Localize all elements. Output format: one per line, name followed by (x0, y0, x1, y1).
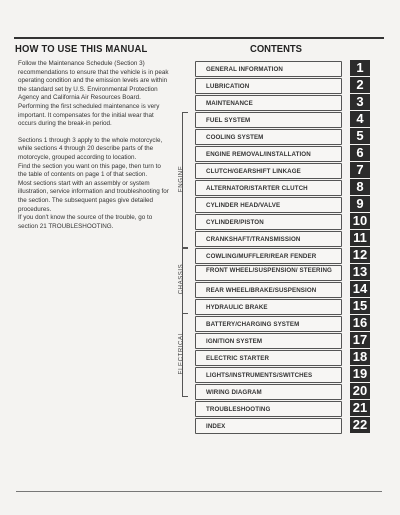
toc-entry-box[interactable] (195, 401, 342, 417)
toc-entry-box[interactable] (195, 316, 342, 332)
toc-entry[interactable] (190, 265, 374, 282)
section-number-tab[interactable]: 8 (350, 179, 370, 195)
toc-entry-box[interactable] (195, 384, 342, 400)
section-number-tab[interactable]: 21 (350, 400, 370, 416)
section-number-tab[interactable]: 2 (350, 77, 370, 93)
section-number-tab[interactable]: 15 (350, 298, 370, 314)
toc-entry[interactable] (190, 418, 374, 435)
toc-entry-box[interactable] (195, 299, 342, 315)
toc-entry[interactable] (190, 282, 374, 299)
toc-entry-box[interactable] (195, 214, 342, 230)
toc-entry-box[interactable] (195, 163, 342, 179)
intro-paragraph-2: Sections 1 through 3 apply to the whole motorcycle, while sections 4 through 20 describe parts of the motorcycle, grouped according to location. Find the section you want on this page, then turn to the table of contents on page 1 of that section. Most sections start with an assembly or system illustration, service information and troubleshooting for the section. The subsequent pages give detailed procedures. If you don't know the source of the trouble, go to section 21 TROUBLESHOOTING. (18, 136, 169, 230)
toc-entry-label: COWLING/MUFFLER/REAR FENDER (206, 253, 317, 260)
section-number-tab[interactable]: 18 (350, 349, 370, 365)
toc-entry[interactable] (190, 78, 374, 95)
section-number-tab[interactable]: 12 (350, 247, 370, 263)
toc-entry[interactable] (190, 316, 374, 333)
toc-entry-label: INDEX (206, 423, 226, 430)
toc-entry[interactable] (190, 350, 374, 367)
section-number-tab[interactable]: 6 (350, 145, 370, 161)
toc-entry-label: ELECTRIC STARTER (206, 355, 270, 362)
section-number-tab[interactable]: 9 (350, 196, 370, 212)
toc-entry-box[interactable] (195, 129, 342, 145)
section-number-tab[interactable]: 22 (350, 417, 370, 433)
intro-paragraph-1: Follow the Maintenance Schedule (Section 3) recommendations to ensure that the vehicle is in peak operating condition and the emission levels are within the standard set by U.S. Environmental Protection Agency and California Air Resources Board. Performing the first scheduled maintenance is very important. It compensates for the initial wear that occurs during the break-in period. (18, 60, 169, 128)
toc-entry-box[interactable] (195, 350, 342, 366)
toc-entry[interactable] (190, 333, 374, 350)
toc-entry-box[interactable] (195, 282, 342, 298)
toc-entry[interactable] (190, 248, 374, 265)
toc-entry-box[interactable] (195, 61, 342, 77)
toc-entry-label: CYLINDER HEAD/VALVE (206, 202, 281, 209)
toc-entry-box[interactable] (195, 95, 342, 111)
section-number-tab[interactable]: 11 (350, 230, 370, 246)
section-number-tab[interactable]: 20 (350, 383, 370, 399)
section-heading: HOW TO USE THIS MANUAL (15, 43, 148, 55)
toc-entry[interactable] (190, 299, 374, 316)
toc-entry-box[interactable] (195, 180, 342, 196)
electrical-group-label: ELECTRICAL (178, 331, 185, 375)
section-number-tab[interactable]: 16 (350, 315, 370, 331)
section-number-tab[interactable]: 7 (350, 162, 370, 178)
engine-group-label: ENGINE (178, 165, 185, 193)
toc-entry[interactable] (190, 61, 374, 78)
toc-entry[interactable] (190, 95, 374, 112)
toc-entry-label: COOLING SYSTEM (206, 134, 264, 141)
toc-entry[interactable] (190, 146, 374, 163)
table-of-contents (190, 61, 374, 435)
toc-entry-label: FUEL SYSTEM (206, 117, 251, 124)
section-number-tab[interactable]: 5 (350, 128, 370, 144)
toc-entry-box[interactable] (195, 265, 342, 281)
toc-entry-label: FRONT WHEEL/SUSPENSION/ STEERING (206, 267, 332, 274)
section-number-tab[interactable]: 14 (350, 281, 370, 297)
toc-entry[interactable] (190, 112, 374, 129)
toc-entry-box[interactable] (195, 146, 342, 162)
toc-entry-label: HYDRAULIC BRAKE (206, 304, 268, 311)
toc-entry[interactable] (190, 197, 374, 214)
toc-entry-label: LUBRICATION (206, 83, 250, 90)
toc-entry[interactable] (190, 163, 374, 180)
chassis-group-label: CHASSIS (178, 263, 185, 295)
toc-entry-box[interactable] (195, 78, 342, 94)
toc-entry-box[interactable] (195, 112, 342, 128)
toc-entry-box[interactable] (195, 333, 342, 349)
toc-entry[interactable] (190, 384, 374, 401)
toc-entry[interactable] (190, 367, 374, 384)
toc-entry-label: ALTERNATOR/STARTER CLUTCH (206, 185, 308, 192)
section-number-tab[interactable]: 4 (350, 111, 370, 127)
toc-entry[interactable] (190, 129, 374, 146)
toc-entry-box[interactable] (195, 197, 342, 213)
toc-entry-label: WIRING DIAGRAM (206, 389, 262, 396)
toc-entry-label: BATTERY/CHARGING SYSTEM (206, 321, 300, 328)
toc-entry-label: CLUTCH/GEARSHIFT LINKAGE (206, 168, 301, 175)
section-number-tab[interactable]: 13 (350, 264, 370, 280)
toc-entry-box[interactable] (195, 231, 342, 247)
toc-entry-label: LIGHTS/INSTRUMENTS/SWITCHES (206, 372, 313, 379)
section-number-tab[interactable]: 1 (350, 60, 370, 76)
toc-entry[interactable] (190, 180, 374, 197)
toc-entry-label: CRANKSHAFT/TRANSMISSION (206, 236, 301, 243)
section-number-tab[interactable]: 19 (350, 366, 370, 382)
toc-entry-label: TROUBLESHOOTING (206, 406, 271, 413)
section-number-tab[interactable]: 10 (350, 213, 370, 229)
toc-entry-label: REAR WHEEL/BRAKE/SUSPENSION (206, 287, 317, 294)
toc-entry-box[interactable] (195, 367, 342, 383)
toc-entry-box[interactable] (195, 418, 342, 434)
toc-entry-label: CYLINDER/PISTON (206, 219, 264, 226)
section-number-tab[interactable]: 17 (350, 332, 370, 348)
toc-entry-label: ENGINE REMOVAL/INSTALLATION (206, 151, 311, 158)
toc-entry-label: GENERAL INFORMATION (206, 66, 283, 73)
toc-entry-label: MAINTENANCE (206, 100, 253, 107)
toc-entry-label: IGNITION SYSTEM (206, 338, 263, 345)
toc-entry[interactable] (190, 401, 374, 418)
contents-heading: CONTENTS (250, 43, 302, 55)
toc-entry-box[interactable] (195, 248, 342, 264)
toc-entry[interactable] (190, 231, 374, 248)
toc-entry[interactable] (190, 214, 374, 231)
section-number-tab[interactable]: 3 (350, 94, 370, 110)
top-rule (14, 37, 384, 39)
bottom-rule (16, 491, 382, 492)
intro-text (18, 60, 170, 239)
